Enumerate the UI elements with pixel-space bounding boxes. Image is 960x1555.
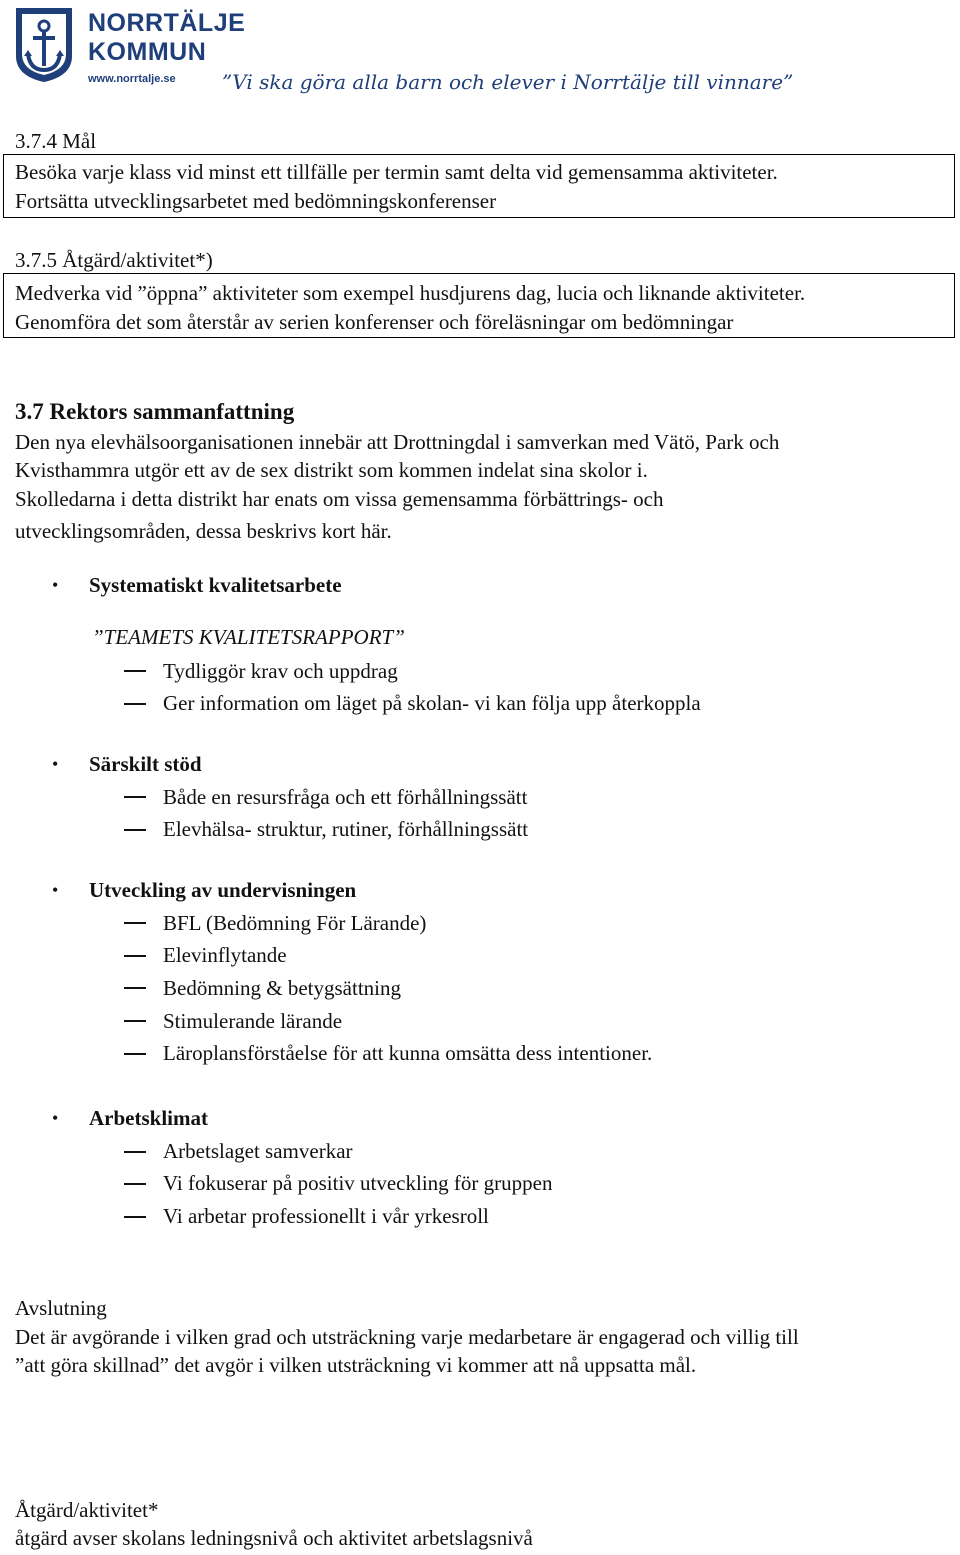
dash-icon [124, 922, 146, 924]
area-1-item-2: Ger information om läget på skolan- vi kan följa upp återkoppla [163, 691, 701, 715]
dash-icon [124, 1053, 146, 1055]
footnote-text: åtgärd avser skolans ledningsnivå och aktivitet arbetslagsnivå [15, 1526, 533, 1550]
action-box [3, 273, 955, 338]
area-4-item-2: Vi fokuserar på positiv utveckling för gruppen [163, 1171, 553, 1195]
summary-line-1: Den nya elevhälsoorganisationen innebär att Drottningdal i samverkan med Vätö, Park och [15, 430, 780, 454]
area-3-item-1: BFL (Bedömning För Lärande) [163, 911, 427, 935]
summary-line-2: Kvisthammra utgör ett av de sex distrikt som kommen indelat sina skolor i. [15, 458, 648, 482]
logo-name-line2: KOMMUN [88, 38, 207, 66]
area-3-item-4: Stimulerande lärande [163, 1009, 343, 1033]
area-3-item-3: Bedömning & betygsättning [163, 976, 401, 1000]
area-title-4: Arbetsklimat [89, 1106, 208, 1130]
dash-icon [124, 1216, 146, 1218]
closing-heading: Avslutning [15, 1296, 107, 1320]
bullet-icon: • [52, 575, 59, 595]
area-title-2: Särskilt stöd [89, 752, 202, 776]
area-3-item-5: Läroplansförståelse för att kunna omsätta dess intentioner. [163, 1041, 653, 1065]
closing-line-2: ”att göra skillnad” det avgör i vilken utsträckning vi kommer att nå uppsatta mål. [15, 1353, 697, 1377]
bullet-icon: • [52, 754, 59, 774]
goal-box [3, 154, 955, 218]
area-1-item-1: Tydliggör krav och uppdrag [163, 659, 398, 683]
goal-line-2: Fortsätta utvecklingsarbetet med bedömningskonferenser [15, 189, 497, 213]
footnote-heading: Åtgärd/aktivitet* [15, 1498, 159, 1522]
dash-icon [124, 955, 146, 957]
area-title-1: Systematiskt kvalitetsarbete [89, 573, 342, 597]
goal-line-1: Besöka varje klass vid minst ett tillfälle per termin samt delta vid gemensamma aktiviteter. [15, 160, 778, 184]
goal-heading: 3.7.4 Mål [15, 129, 97, 153]
summary-line-4: utvecklingsområden, dessa beskrivs kort här. [15, 519, 392, 543]
bullet-icon: • [52, 880, 59, 900]
action-line-1: Medverka vid ”öppna” aktiviteter som exempel husdjurens dag, lucia och liknande aktiviteter. [15, 281, 806, 305]
area-subtitle-1: ”TEAMETS KVALITETSRAPPORT” [92, 625, 405, 649]
summary-line-3: Skolledarna i detta distrikt har enats om vissa gemensamma förbättrings- och [15, 487, 664, 511]
action-line-2: Genomföra det som återstår av serien konferenser och föreläsningar om bedömningar [15, 310, 734, 334]
dash-icon [124, 987, 146, 989]
logo-name-line1: NORRTÄLJE [88, 9, 246, 37]
dash-icon [124, 1151, 146, 1153]
dash-icon [124, 1183, 146, 1185]
area-4-item-1: Arbetslaget samverkar [163, 1139, 353, 1163]
logo-url: www.norrtalje.se [88, 73, 176, 85]
area-title-3: Utveckling av undervisningen [89, 878, 357, 902]
summary-heading: 3.7 Rektors sammanfattning [15, 399, 295, 424]
area-3-item-2: Elevinflytande [163, 943, 287, 967]
dash-icon [124, 796, 146, 798]
dash-icon [124, 703, 146, 705]
dash-icon [124, 1020, 146, 1022]
anchor-shield-logo-icon [14, 6, 74, 84]
area-4-item-3: Vi arbetar professionellt i vår yrkesroll [163, 1204, 489, 1228]
motto: ”Vi ska göra alla barn och elever i Norrtälje till vinnare” [222, 70, 794, 94]
action-heading: 3.7.5 Åtgärd/aktivitet*) [15, 248, 213, 272]
area-2-item-1: Både en resursfråga och ett förhållningssätt [163, 785, 528, 809]
bullet-icon: • [52, 1108, 59, 1128]
closing-line-1: Det är avgörande i vilken grad och utsträckning varje medarbetare är engagerad och villig till [15, 1325, 799, 1349]
area-2-item-2: Elevhälsa- struktur, rutiner, förhållningssätt [163, 817, 529, 841]
dash-icon [124, 829, 146, 831]
dash-icon [124, 670, 146, 672]
